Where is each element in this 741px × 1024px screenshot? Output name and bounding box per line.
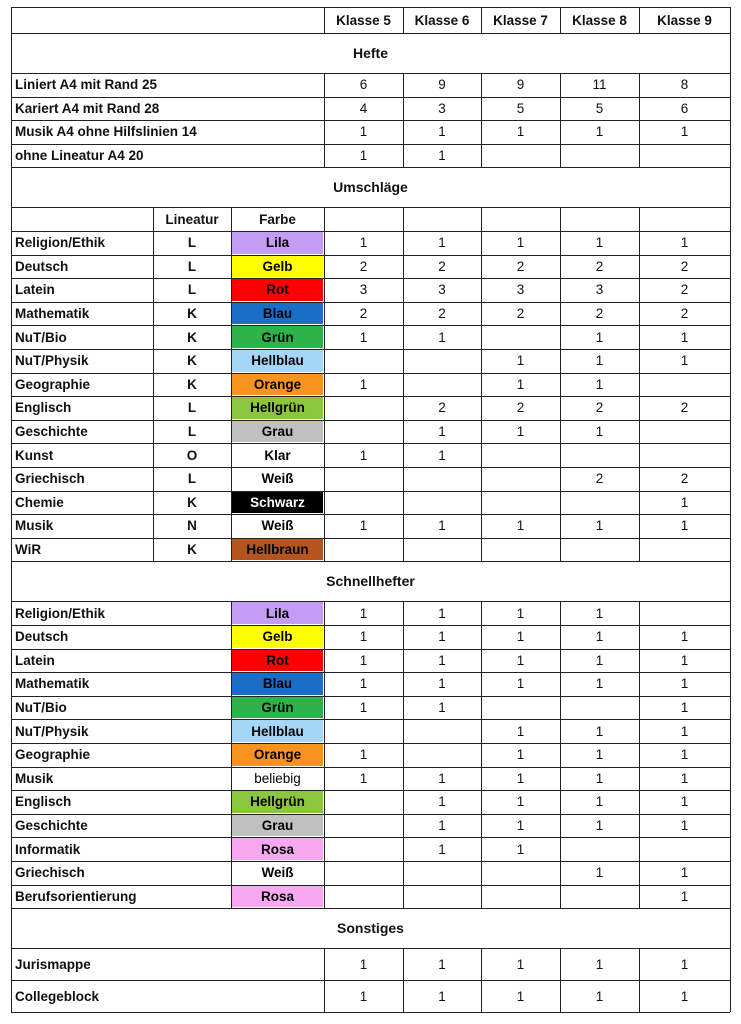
value-cell <box>403 491 481 515</box>
value-cell: 1 <box>595 652 604 668</box>
value-cell: 1 <box>438 605 446 621</box>
lineatur-cell: O <box>186 447 198 463</box>
grid-line <box>153 207 154 561</box>
row-label: Musik A4 ohne Hilfslinien 14 <box>15 124 197 140</box>
value-cell: 1 <box>680 518 689 534</box>
lineatur-cell: L <box>187 400 197 416</box>
lineatur-header: Lineatur <box>165 211 219 227</box>
value-cell: 3 <box>516 282 525 298</box>
value-cell: 11 <box>592 77 607 93</box>
grid-line <box>403 7 404 33</box>
value-cell: 1 <box>359 629 368 645</box>
value-cell: 1 <box>516 353 525 369</box>
value-cell: 1 <box>438 794 446 810</box>
grid-line <box>639 207 640 561</box>
value-cell: 1 <box>516 770 525 786</box>
value-cell: 1 <box>595 353 604 369</box>
value-cell: 1 <box>680 235 689 251</box>
value-cell: 1 <box>438 841 446 857</box>
color-swatch: Hellgrün <box>232 791 323 813</box>
value-cell: 2 <box>516 258 525 274</box>
grid-line <box>403 207 404 561</box>
value-cell: 1 <box>516 424 525 440</box>
value-cell: 2 <box>680 400 689 416</box>
value-cell: 2 <box>438 306 446 322</box>
value-cell <box>560 491 639 515</box>
row-label: NuT/Physik <box>15 723 89 739</box>
value-cell: 1 <box>516 747 525 763</box>
value-cell: 1 <box>680 794 689 810</box>
row-label: Geschichte <box>15 424 88 440</box>
value-cell: 1 <box>438 818 446 834</box>
value-cell: 1 <box>516 676 525 692</box>
section-title: Hefte <box>352 45 388 61</box>
value-cell <box>560 443 639 467</box>
row-label: WiR <box>15 542 42 558</box>
value-cell: 1 <box>359 124 368 140</box>
value-cell: 1 <box>359 652 368 668</box>
value-cell <box>639 420 730 444</box>
value-cell: 1 <box>595 518 604 534</box>
grid-line <box>481 207 482 561</box>
color-swatch: Gelb <box>232 256 323 278</box>
grid-line <box>231 207 232 561</box>
value-cell: 1 <box>595 988 604 1004</box>
color-swatch: Hellgrün <box>232 397 323 419</box>
value-cell: 1 <box>680 676 689 692</box>
grid-line <box>403 601 404 908</box>
value-cell: 1 <box>359 518 368 534</box>
value-cell: 1 <box>359 956 368 972</box>
row-label: Englisch <box>15 794 72 810</box>
lineatur-cell: L <box>187 235 197 251</box>
value-cell <box>481 144 560 168</box>
grid-line <box>730 7 731 1012</box>
value-cell <box>403 349 481 373</box>
value-cell: 5 <box>516 100 525 116</box>
value-cell <box>324 861 403 885</box>
grid-line <box>560 207 561 561</box>
row-label: Kariert A4 mit Rand 28 <box>15 100 160 116</box>
value-cell: 1 <box>516 605 525 621</box>
grid-line <box>639 73 640 167</box>
value-cell: 1 <box>680 818 689 834</box>
color-swatch: Klar <box>232 444 323 466</box>
value-cell: 2 <box>680 471 689 487</box>
value-cell: 1 <box>359 988 368 1004</box>
grid-line <box>11 207 730 208</box>
value-cell: 1 <box>680 888 689 904</box>
value-cell: 1 <box>438 629 446 645</box>
value-cell <box>639 601 730 625</box>
value-cell: 1 <box>359 747 368 763</box>
value-cell: 1 <box>595 329 604 345</box>
value-cell <box>481 696 560 720</box>
value-cell: 1 <box>516 376 525 392</box>
value-cell: 6 <box>680 100 689 116</box>
farbe-header: Farbe <box>259 211 296 227</box>
value-cell: 9 <box>516 77 525 93</box>
value-cell: 1 <box>680 988 689 1004</box>
value-cell: 1 <box>595 235 604 251</box>
value-cell: 1 <box>680 652 689 668</box>
row-label: Englisch <box>15 400 72 416</box>
lineatur-cell: L <box>187 258 197 274</box>
grid-line <box>324 948 325 1012</box>
value-cell: 2 <box>595 471 604 487</box>
value-cell: 2 <box>359 258 368 274</box>
color-swatch: Rosa <box>232 838 323 860</box>
value-cell <box>481 491 560 515</box>
row-label: Jurismappe <box>15 956 91 972</box>
value-cell: 3 <box>595 282 604 298</box>
grid-line <box>481 601 482 908</box>
value-cell: 1 <box>595 956 604 972</box>
value-cell: 1 <box>438 652 446 668</box>
value-cell: 1 <box>438 700 446 716</box>
row-label: Deutsch <box>15 258 69 274</box>
row-label: NuT/Bio <box>15 329 67 345</box>
value-cell <box>639 144 730 168</box>
value-cell: 1 <box>359 770 368 786</box>
value-cell: 1 <box>595 376 604 392</box>
value-cell: 6 <box>359 77 368 93</box>
value-cell <box>324 349 403 373</box>
value-cell: 4 <box>359 100 368 116</box>
grid-line <box>11 1012 730 1013</box>
value-cell: 1 <box>595 629 604 645</box>
section-title: Sonstiges <box>337 920 404 937</box>
value-cell: 1 <box>680 770 689 786</box>
value-cell: 1 <box>359 376 368 392</box>
row-label: Griechisch <box>15 471 85 487</box>
grid-line <box>231 601 232 908</box>
color-swatch: Orange <box>232 744 323 766</box>
color-swatch: Hellblau <box>232 720 323 742</box>
value-cell: 1 <box>438 988 446 1004</box>
value-cell <box>324 885 403 909</box>
value-cell: 1 <box>516 723 525 739</box>
value-cell: 1 <box>359 329 368 345</box>
row-label: Geschichte <box>15 818 88 834</box>
section-title: Umschläge <box>333 179 408 196</box>
grid-line <box>560 601 561 908</box>
grid-line <box>324 601 325 908</box>
value-cell: 1 <box>516 956 525 972</box>
value-cell <box>403 885 481 909</box>
row-label: ohne Lineatur A4 20 <box>15 148 144 164</box>
grid-line <box>639 601 640 908</box>
lineatur-cell: K <box>187 376 197 392</box>
value-cell: 1 <box>516 652 525 668</box>
color-swatch: Rot <box>232 279 323 301</box>
value-cell: 1 <box>680 124 689 140</box>
color-swatch: Rot <box>232 650 323 672</box>
value-cell: 1 <box>438 676 446 692</box>
grid-line <box>324 7 325 33</box>
value-cell: 1 <box>438 424 446 440</box>
value-cell: 1 <box>516 988 525 1004</box>
row-label: Latein <box>15 652 55 668</box>
value-cell: 2 <box>516 306 525 322</box>
value-cell <box>560 696 639 720</box>
grid-line <box>481 73 482 167</box>
value-cell <box>560 538 639 562</box>
color-swatch: Grün <box>232 697 323 719</box>
value-cell <box>481 861 560 885</box>
grid-line <box>639 948 640 1012</box>
value-cell: 1 <box>359 700 368 716</box>
lineatur-cell: K <box>187 542 197 558</box>
row-label: Kunst <box>15 447 54 463</box>
value-cell: 1 <box>595 605 604 621</box>
row-label: Berufsorientierung <box>15 888 137 904</box>
grid-line <box>403 73 404 167</box>
value-cell: 1 <box>680 956 689 972</box>
value-cell: 1 <box>680 747 689 763</box>
value-cell <box>403 538 481 562</box>
value-cell: 2 <box>595 258 604 274</box>
lineatur-cell: N <box>187 518 197 534</box>
value-cell: 2 <box>438 400 446 416</box>
grid-line <box>560 73 561 167</box>
color-swatch: Blau <box>232 673 323 695</box>
color-swatch: Lila <box>232 602 323 624</box>
column-header: Klasse 7 <box>493 12 548 28</box>
value-cell <box>639 373 730 397</box>
row-label: Griechisch <box>15 865 85 881</box>
column-header: Klasse 6 <box>414 12 470 28</box>
value-cell: 1 <box>595 794 604 810</box>
row-label: Chemie <box>15 494 64 510</box>
value-cell <box>324 396 403 420</box>
value-cell <box>481 538 560 562</box>
value-cell: 5 <box>595 100 604 116</box>
value-cell: 1 <box>680 329 689 345</box>
value-cell: 2 <box>680 282 689 298</box>
value-cell: 2 <box>438 258 446 274</box>
value-cell: 1 <box>516 124 525 140</box>
grid-line <box>560 948 561 1012</box>
value-cell <box>639 443 730 467</box>
color-swatch: Grau <box>232 815 323 837</box>
value-cell <box>481 325 560 349</box>
value-cell: 2 <box>359 306 368 322</box>
value-cell: 1 <box>595 723 604 739</box>
row-label: Mathematik <box>15 306 90 322</box>
value-cell: 1 <box>680 353 689 369</box>
value-cell: 1 <box>359 447 368 463</box>
value-cell: 1 <box>516 818 525 834</box>
value-cell <box>481 443 560 467</box>
grid-line <box>481 948 482 1012</box>
value-cell <box>324 719 403 743</box>
value-cell <box>403 743 481 767</box>
column-header: Klasse 8 <box>572 12 627 28</box>
value-cell <box>639 538 730 562</box>
value-cell: 1 <box>680 723 689 739</box>
color-swatch: Rosa <box>232 886 323 908</box>
column-header: Klasse 9 <box>657 12 712 28</box>
value-cell: 1 <box>438 235 446 251</box>
value-cell: 1 <box>595 424 604 440</box>
color-swatch: Grün <box>232 326 323 348</box>
value-cell <box>324 790 403 814</box>
value-cell: 1 <box>516 794 525 810</box>
value-cell <box>560 885 639 909</box>
value-cell <box>324 467 403 491</box>
value-cell: 2 <box>680 258 689 274</box>
lineatur-cell: K <box>187 306 197 322</box>
row-label: Liniert A4 mit Rand 25 <box>15 77 158 93</box>
value-cell: 8 <box>680 77 689 93</box>
color-swatch: Lila <box>232 232 323 254</box>
value-cell <box>403 861 481 885</box>
value-cell: 1 <box>359 676 368 692</box>
color-swatch: Hellbraun <box>232 539 323 561</box>
color-swatch: Schwarz <box>232 492 323 514</box>
value-cell: 1 <box>438 956 446 972</box>
grid-line <box>403 948 404 1012</box>
value-cell: 2 <box>680 306 689 322</box>
row-label: Mathematik <box>15 676 90 692</box>
grid-line <box>324 73 325 167</box>
row-label: Geographie <box>15 376 91 392</box>
grid-line <box>639 7 640 33</box>
value-cell <box>481 467 560 491</box>
value-cell <box>324 837 403 861</box>
value-cell: 1 <box>680 629 689 645</box>
value-cell <box>403 467 481 491</box>
color-swatch: Gelb <box>232 626 323 648</box>
grid-line <box>324 207 325 561</box>
value-cell: 1 <box>438 518 446 534</box>
row-label: NuT/Bio <box>15 700 67 716</box>
row-label: Latein <box>15 282 55 298</box>
color-swatch: Weiß <box>232 468 323 490</box>
color-swatch: Weiß <box>232 515 323 537</box>
color-swatch: Orange <box>232 374 323 396</box>
color-swatch: Grau <box>232 421 323 443</box>
value-cell <box>560 144 639 168</box>
value-cell: 9 <box>438 77 446 93</box>
value-cell: 1 <box>516 235 525 251</box>
row-label: Geographie <box>15 747 91 763</box>
value-cell: 1 <box>680 865 689 881</box>
value-cell: 1 <box>595 124 604 140</box>
row-label: NuT/Physik <box>15 353 89 369</box>
value-cell: 3 <box>438 282 446 298</box>
row-label: Collegeblock <box>15 988 100 1004</box>
lineatur-cell: L <box>187 471 197 487</box>
value-cell: 1 <box>438 329 446 345</box>
value-cell: 1 <box>595 865 604 881</box>
row-label: Religion/Ethik <box>15 235 106 251</box>
value-cell: 2 <box>595 400 604 416</box>
value-cell: 1 <box>438 148 446 164</box>
section-title: Schnellhefter <box>326 573 415 590</box>
value-cell: 1 <box>438 770 446 786</box>
lineatur-cell: L <box>187 424 197 440</box>
lineatur-cell: K <box>187 329 197 345</box>
lineatur-cell: K <box>187 494 197 510</box>
value-cell <box>324 814 403 838</box>
row-label: Musik <box>15 518 54 534</box>
value-cell: 1 <box>516 518 525 534</box>
value-cell <box>560 837 639 861</box>
material-list-table <box>11 7 730 1012</box>
value-cell: 1 <box>595 818 604 834</box>
lineatur-cell: L <box>187 282 197 298</box>
value-cell: 1 <box>595 747 604 763</box>
value-cell <box>481 885 560 909</box>
value-cell: 1 <box>359 235 368 251</box>
row-label: Informatik <box>15 841 81 857</box>
value-cell <box>639 837 730 861</box>
value-cell: 2 <box>595 306 604 322</box>
row-label: Musik <box>15 770 54 786</box>
value-cell <box>324 420 403 444</box>
value-cell: 2 <box>516 400 525 416</box>
value-cell: 1 <box>680 700 689 716</box>
value-cell: 1 <box>359 605 368 621</box>
value-cell: 3 <box>359 282 368 298</box>
color-swatch: beliebig <box>232 768 323 790</box>
color-swatch: Weiß <box>232 862 323 884</box>
value-cell: 1 <box>438 447 446 463</box>
row-label: Deutsch <box>15 629 69 645</box>
grid-line <box>560 7 561 33</box>
value-cell: 1 <box>595 770 604 786</box>
value-cell: 1 <box>680 494 689 510</box>
value-cell: 1 <box>359 148 368 164</box>
grid-line <box>481 7 482 33</box>
value-cell: 1 <box>516 629 525 645</box>
column-header: Klasse 5 <box>336 12 391 28</box>
value-cell <box>403 719 481 743</box>
value-cell <box>324 538 403 562</box>
color-swatch: Blau <box>232 303 323 325</box>
value-cell <box>403 373 481 397</box>
lineatur-cell: K <box>187 353 197 369</box>
value-cell <box>324 491 403 515</box>
value-cell: 1 <box>438 124 446 140</box>
value-cell: 3 <box>438 100 446 116</box>
color-swatch: Hellblau <box>232 350 323 372</box>
value-cell: 1 <box>516 841 525 857</box>
value-cell: 1 <box>595 676 604 692</box>
row-label: Religion/Ethik <box>15 605 106 621</box>
